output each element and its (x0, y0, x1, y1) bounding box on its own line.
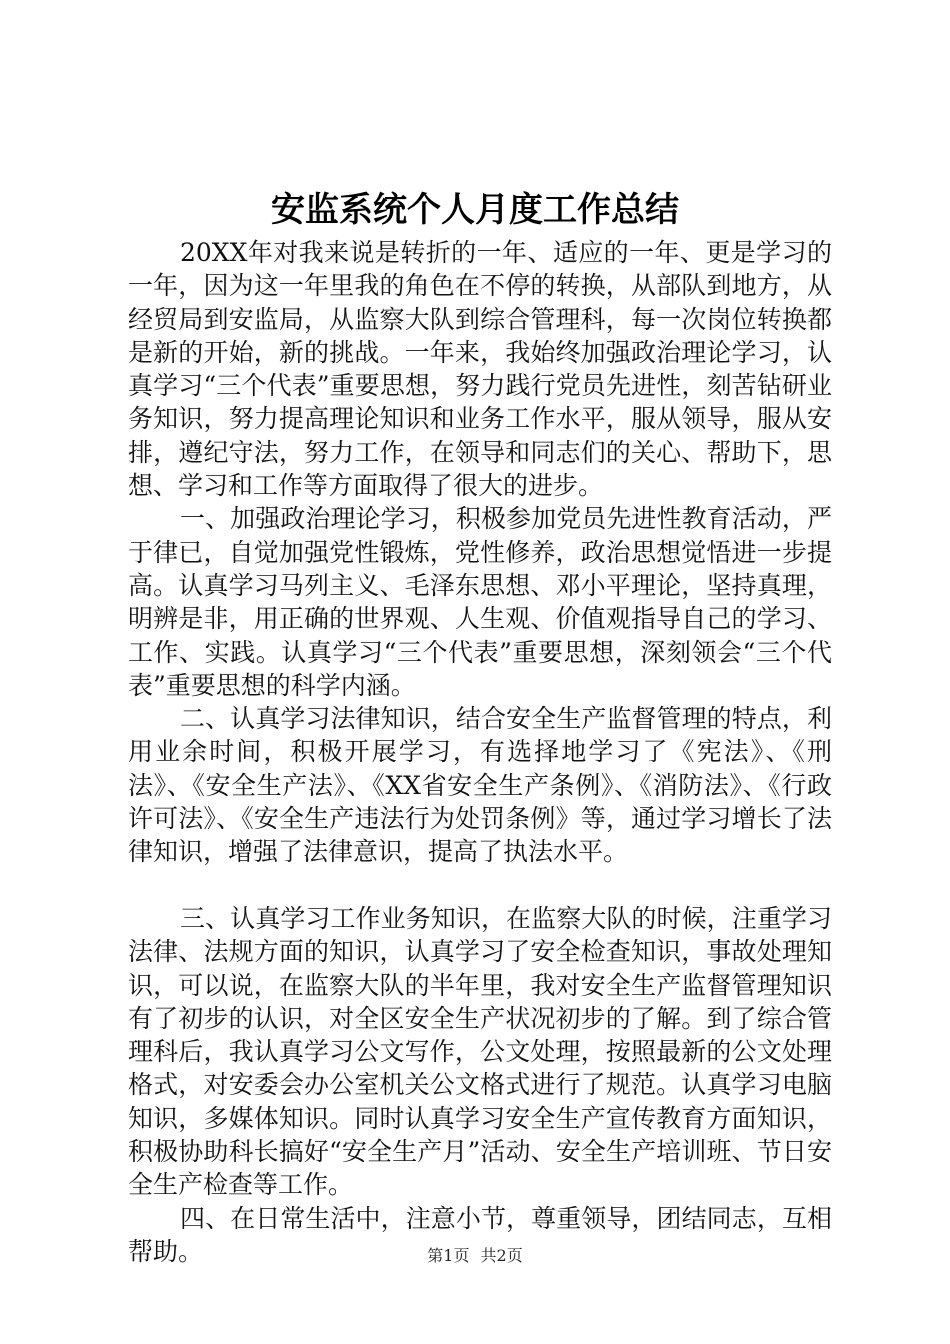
paragraph-intro: 20XX年对我来说是转折的一年、适应的一年、更是学习的一年，因为这一年里我的角色在不停的转换，从部队到地方，从经贸局到安监局，从监察大队到综合管理科，每一次岗位转换都是新的开始，新的挑战。一年来，我始终加强政治理论学习，认真学习“三个代表”重要思想，努力践行党员先进性，刻苦钻研业务知识，努力提高理论知识和业务工作水平，服从领导，服从安排，遵纪守法，努力工作，在领导和同志们的关心、帮助下，思想、学习和工作等方面取得了很大的进步。 (128, 238, 832, 501)
paragraph-section-1: 一、加强政治理论学习，积极参加党员先进性教育活动，严于律已，自觉加强党性锻炼，党性修养，政治思想觉悟进一步提高。认真学习马列主义、毛泽东思想、邓小平理论，坚持真理，明辨是非，用正确的世界观、人生观、价值观指导自己的学习、工作、实践。认真学习“三个代表”重要思想，深刻领会“三个代表”重要思想的科学内涵。 (128, 504, 832, 700)
page-footer (0, 1245, 950, 1267)
document-title: 安监系统个人月度工作总结 (271, 190, 679, 230)
document-body (128, 236, 832, 1268)
paragraph-section-3: 三、认真学习工作业务知识，在监察大队的时候，注重学习法律、法规方面的知识，认真学习了安全检查知识，事故处理知识，可以说，在监察大队的半年里，我对安全生产监督管理知识有了初步的认识，对全区安全生产状况初步的了解。到了综合管理科后，我认真学习公文写作，公文处理，按照最新的公文处理格式，对安委会办公室机关公文格式进行了规范。认真学习电脑知识，多媒体知识。同时认真学习安全生产宣传教育方面知识，积极协助科长搞好“安全生产月”活动、安全生产培训班、节日安全生产检查等工作。 (128, 903, 832, 1200)
page-number-total: 共2页 (480, 1246, 523, 1265)
paragraph-spacer (128, 869, 832, 902)
paragraph-section-2: 二、认真学习法律知识，结合安全生产监督管理的特点，利用业余时间，积极开展学习，有选择地学习了《宪法》、《刑法》、《安全生产法》、《XX省安全生产条例》、《消防法》、《行政许可法》、《安全生产违法行为处罚条例》等，通过学习增长了法律知识，增强了法律意识，提高了执法水平。 (128, 704, 832, 867)
paragraph-section-4: 四、在日常生活中，注意小节，尊重领导，团结同志，互相帮助。 (128, 1203, 832, 1266)
page-number-current: 第1页 (427, 1246, 470, 1265)
